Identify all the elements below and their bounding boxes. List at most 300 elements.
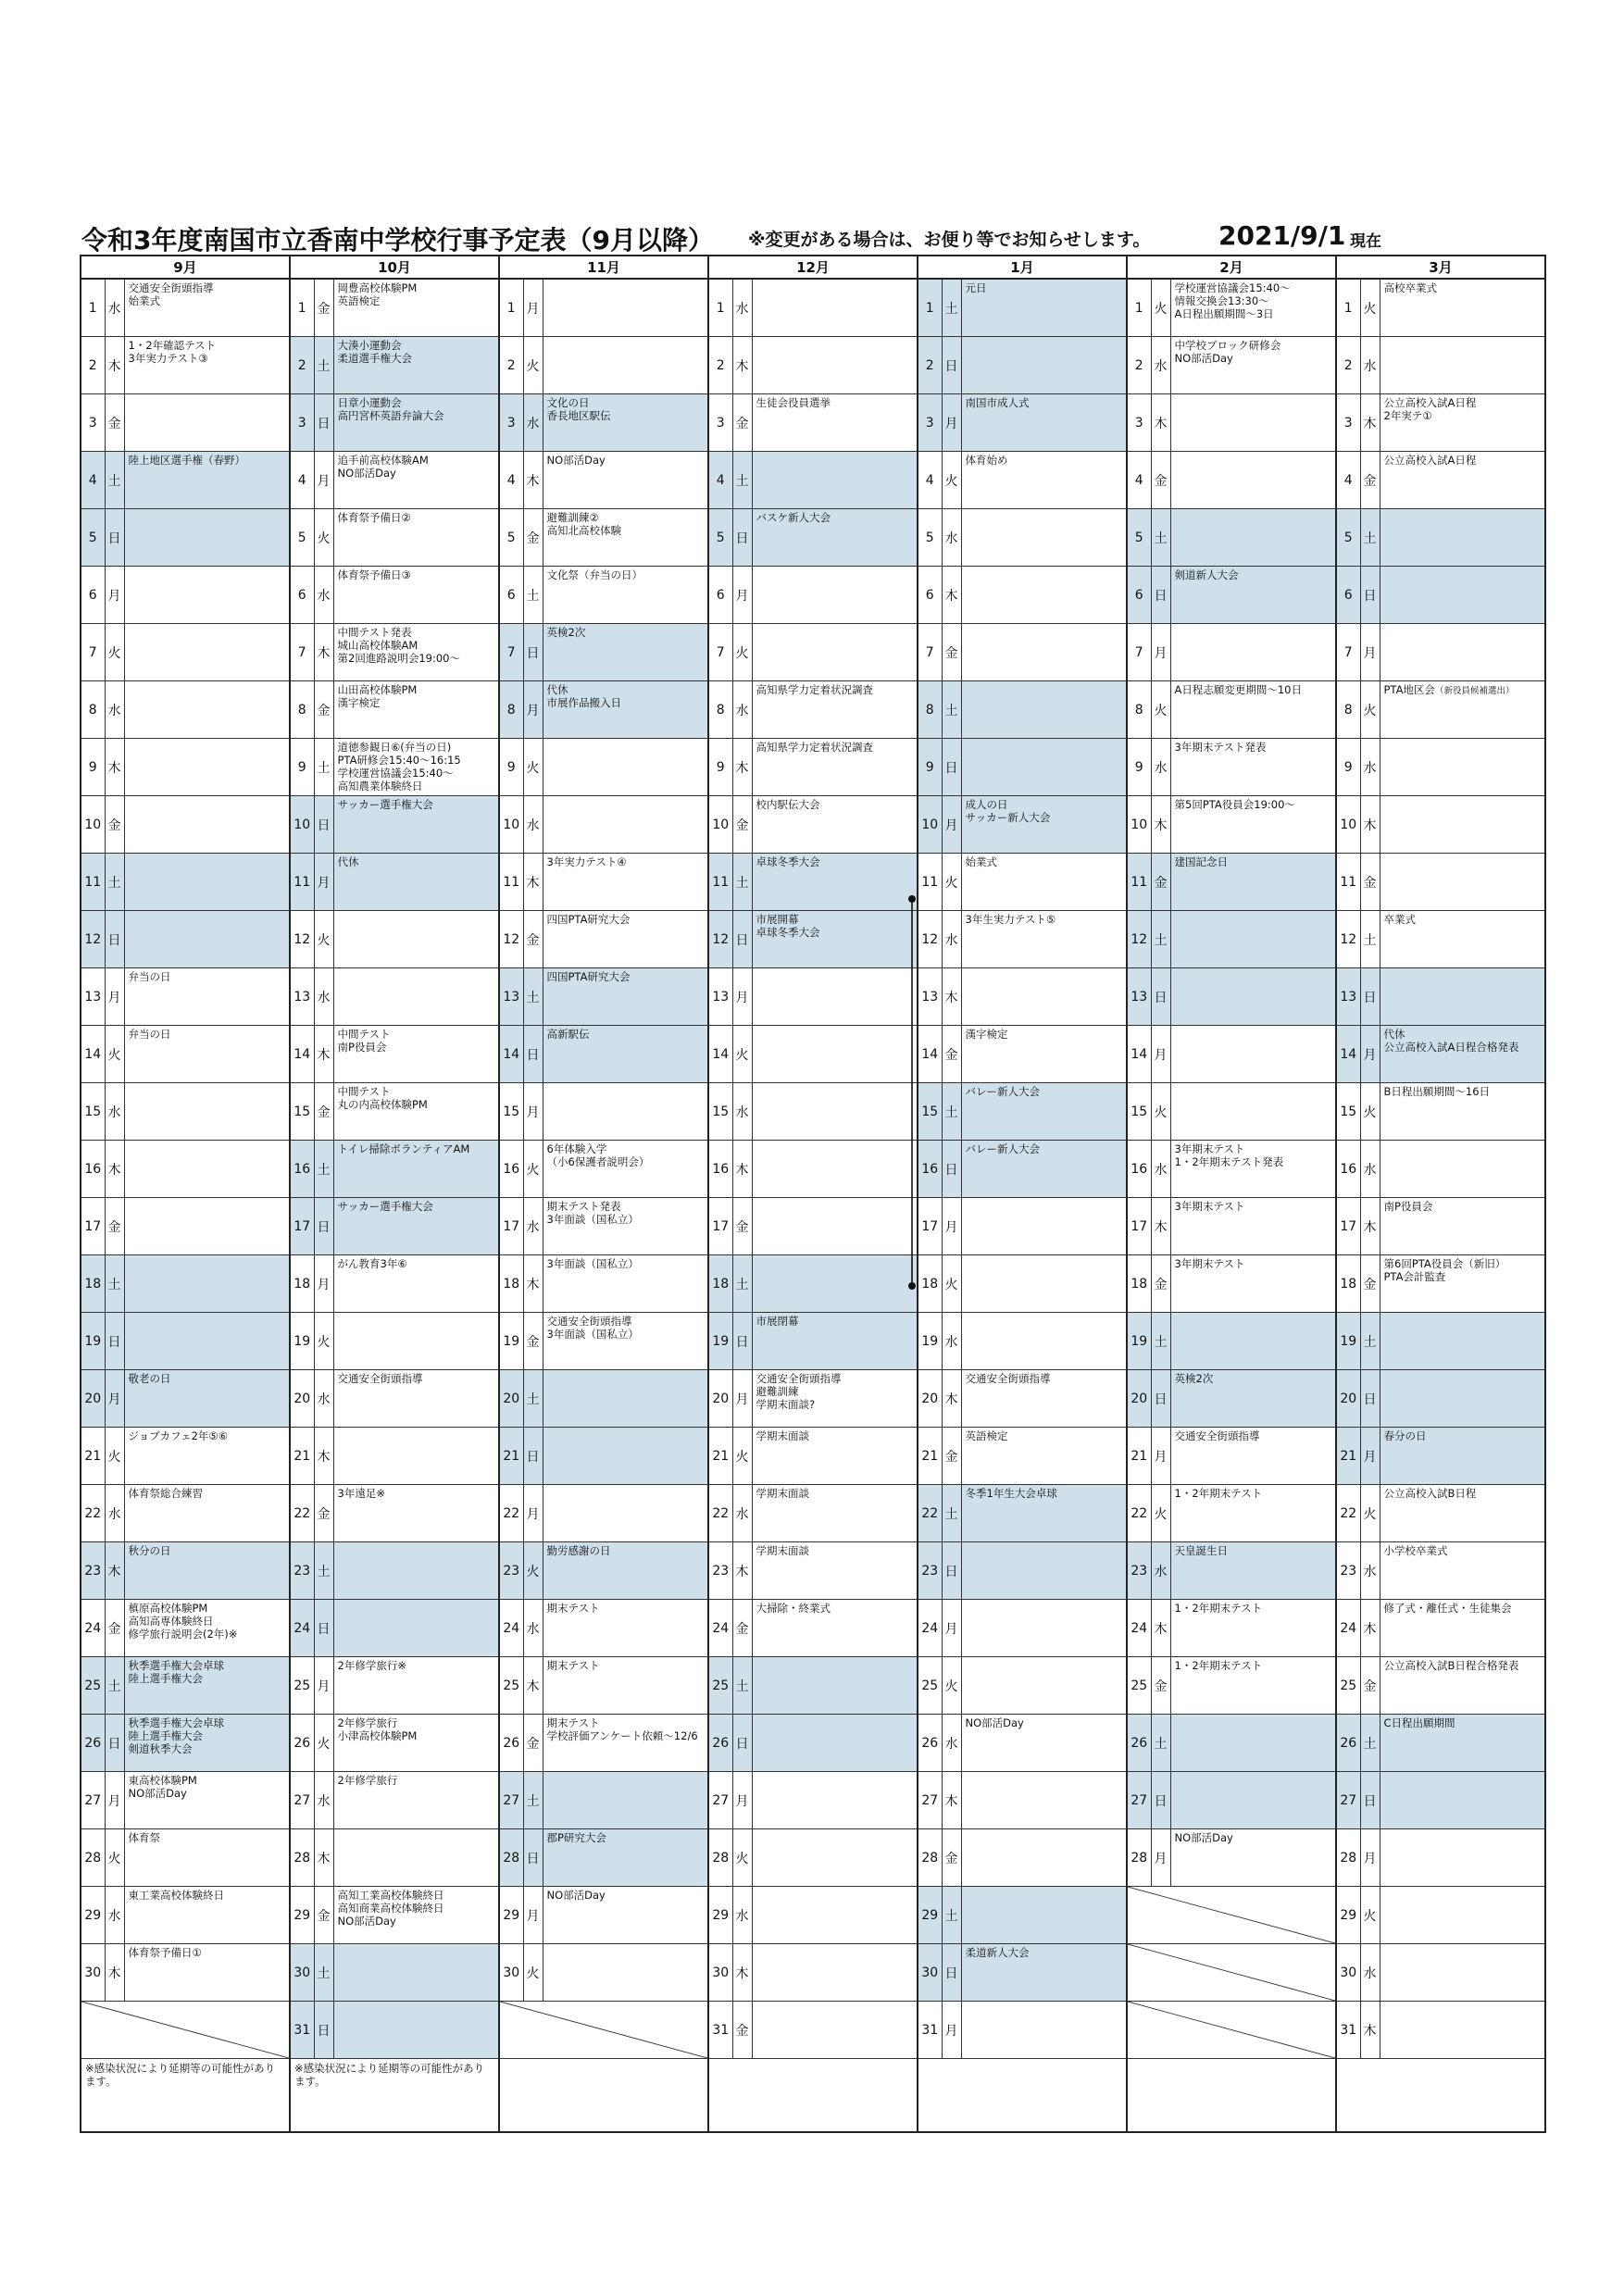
weekday: 水 [942,911,961,968]
event-text: 東工業高校体験終日 [128,1889,224,1902]
weekday: 木 [942,567,961,624]
event-text: PTA地区会 [1383,683,1435,696]
weekday: 金 [732,1600,752,1657]
weekday: 木 [1360,1600,1380,1657]
event-text: 生徒会役員選挙 [756,396,831,409]
event-text: 秋季選手権大会卓球 陸上選手権大会 剣道秋季大会 [128,1716,224,1756]
event-cell [752,1083,918,1141]
event-cell [124,1255,290,1313]
event-cell [543,739,708,796]
day-number: 19 [499,1313,523,1370]
weekday: 土 [314,1944,333,2002]
event-cell [752,1428,918,1485]
day-number: 12 [918,911,942,968]
event-text: 道徳参観日⑥(弁当の日) PTA研修会15:40～16:15 学校運営協議会15:40～ 高知農業体験終日 [337,741,461,793]
day-number: 5 [918,509,942,567]
event-text: 南P役員会 [1383,1200,1433,1213]
day-number: 20 [1127,1370,1151,1428]
event-cell [1170,1485,1336,1542]
day-number: 28 [708,1829,732,1887]
event-text: NO部活Day [1174,1831,1233,1844]
day-number: 21 [1336,1428,1360,1485]
event-cell [1380,452,1545,509]
weekday: 水 [523,1600,543,1657]
event-text: 交通安全街頭指導 [965,1372,1051,1385]
day-number: 5 [708,509,732,567]
day-number: 4 [1336,452,1360,509]
weekday: 月 [314,1657,333,1715]
weekday: 金 [732,394,752,452]
day-number: 8 [708,681,732,739]
weekday: 金 [1151,1255,1170,1313]
weekday: 月 [105,1772,124,1829]
event-text: 岡豊高校体験PM 英語検定 [337,281,418,308]
day-number: 7 [499,624,523,681]
weekday: 日 [1360,1772,1380,1829]
diagonal-slash-icon [81,2002,289,2058]
event-cell [1380,1485,1545,1542]
day-row [81,796,1545,854]
day-number: 1 [81,279,105,337]
event-text: 大掃除・終業式 [756,1602,831,1615]
event-text: 代休 市展作品搬入日 [546,683,621,710]
day-number: 30 [499,1944,523,2002]
weekday: 水 [314,968,333,1026]
weekday: 火 [1151,1083,1170,1141]
event-text: バレー新人大会 [965,1142,1040,1155]
event-cell [961,1600,1127,1657]
day-number: 25 [1127,1657,1151,1715]
day-number: 31 [918,2002,942,2059]
day-number: 6 [918,567,942,624]
day-row [81,394,1545,452]
weekday: 木 [523,452,543,509]
event-cell [1170,1542,1336,1600]
event-cell [124,452,290,509]
event-cell [1380,911,1545,968]
month-footnote [708,2059,918,2133]
weekday: 日 [314,1600,333,1657]
event-text: 3年生実力テスト⑤ [965,913,1056,926]
event-cell [1380,509,1545,567]
weekday: 月 [523,1083,543,1141]
weekday: 火 [523,1542,543,1600]
day-number: 24 [918,1600,942,1657]
weekday: 金 [523,509,543,567]
event-text: 体育祭予備日③ [337,568,411,581]
weekday: 月 [105,968,124,1026]
event-cell [1170,1370,1336,1428]
day-number: 17 [290,1198,314,1255]
event-cell [124,1026,290,1083]
day-number: 1 [1127,279,1151,337]
day-number: 19 [290,1313,314,1370]
event-cell [1380,624,1545,681]
event-text: 始業式 [965,855,997,868]
day-number: 7 [1336,624,1360,681]
event-text: 郡P研究大会 [546,1831,606,1844]
day-number: 17 [499,1198,523,1255]
event-text: 期末テスト発表 3年面談（国私立） [546,1200,639,1227]
day-number: 13 [708,968,732,1026]
event-text: 2年修学旅行 [337,1774,398,1787]
event-cell [961,1944,1127,2002]
weekday: 月 [314,452,333,509]
weekday: 月 [314,1255,333,1313]
weekday: 日 [1151,1370,1170,1428]
event-cell [543,1944,708,2002]
weekday: 火 [523,337,543,394]
day-number: 2 [81,337,105,394]
weekday: 金 [105,1198,124,1255]
event-cell [1170,279,1336,337]
event-cell [124,1083,290,1141]
day-number: 15 [81,1083,105,1141]
weekday: 日 [1151,1772,1170,1829]
day-number: 1 [499,279,523,337]
event-cell [961,1887,1127,1944]
weekday: 日 [314,2002,333,2059]
weekday: 水 [732,1083,752,1141]
event-cell [543,1887,708,1944]
event-cell [333,1141,499,1198]
event-cell [124,1485,290,1542]
weekday: 木 [523,854,543,911]
day-number: 9 [81,739,105,796]
day-number: 25 [81,1657,105,1715]
day-number: 22 [918,1485,942,1542]
event-cell [333,2002,499,2059]
weekday: 月 [732,968,752,1026]
weekday: 木 [105,1542,124,1600]
event-cell [543,1657,708,1715]
weekday: 日 [523,1026,543,1083]
day-number: 1 [1336,279,1360,337]
event-cell [752,624,918,681]
day-row [81,1370,1545,1428]
weekday: 日 [314,394,333,452]
weekday: 金 [942,624,961,681]
day-number: 11 [499,854,523,911]
weekday: 火 [942,1657,961,1715]
day-number: 17 [1336,1198,1360,1255]
event-text: 3年遠足※ [337,1487,385,1500]
as-of-label: 現在 [1350,232,1381,251]
nonexistent-day-cell [1127,2002,1336,2059]
event-text: NO部活Day [965,1716,1024,1729]
diagonal-slash-icon [1128,1887,1335,1943]
day-number: 4 [290,452,314,509]
day-number: 29 [918,1887,942,1944]
day-number: 23 [1336,1542,1360,1600]
event-cell [961,1428,1127,1485]
event-text: 第5回PTA役員会19:00～ [1174,798,1295,811]
day-number: 10 [708,796,732,854]
weekday: 金 [523,1313,543,1370]
event-cell [124,739,290,796]
weekday: 金 [523,911,543,968]
day-number: 16 [1127,1141,1151,1198]
weekday: 金 [523,1715,543,1772]
weekday: 火 [523,1141,543,1198]
event-cell [961,681,1127,739]
weekday: 水 [942,509,961,567]
event-cell [543,452,708,509]
month-header: 12月 [708,256,918,279]
weekday: 金 [732,796,752,854]
event-cell [1170,1600,1336,1657]
event-cell [333,1600,499,1657]
weekday: 木 [1360,1198,1380,1255]
event-cell [124,1829,290,1887]
day-number: 22 [290,1485,314,1542]
event-cell [124,1772,290,1829]
weekday: 日 [105,509,124,567]
event-text: 1・2年期末テスト [1174,1659,1263,1672]
event-text: 弁当の日 [128,1028,171,1041]
event-cell [752,1313,918,1370]
event-cell [333,279,499,337]
day-number: 8 [1127,681,1151,739]
weekday: 金 [1151,1657,1170,1715]
weekday: 木 [1151,394,1170,452]
day-number: 2 [290,337,314,394]
month-header: 3月 [1336,256,1545,279]
day-row [81,911,1545,968]
event-cell [752,1887,918,1944]
event-cell [543,968,708,1026]
event-cell [543,796,708,854]
day-number: 7 [290,624,314,681]
event-cell [752,337,918,394]
event-cell [961,509,1127,567]
day-number: 23 [290,1542,314,1600]
weekday: 土 [942,1485,961,1542]
event-text: 英語検定 [965,1429,1008,1442]
event-text: 四国PTA研究大会 [546,913,631,926]
weekday: 月 [732,1772,752,1829]
day-number: 12 [708,911,732,968]
event-cell [1170,968,1336,1026]
weekday: 日 [1151,968,1170,1026]
event-cell [1380,1944,1545,2002]
day-number: 2 [499,337,523,394]
weekday: 土 [105,854,124,911]
day-number: 17 [81,1198,105,1255]
event-cell [752,1772,918,1829]
event-cell [543,1829,708,1887]
day-number: 13 [1336,968,1360,1026]
event-text: サッカー選手権大会 [337,1200,433,1213]
day-number: 27 [81,1772,105,1829]
day-number: 19 [81,1313,105,1370]
event-cell [1380,968,1545,1026]
weekday: 土 [942,1083,961,1141]
weekday: 日 [732,509,752,567]
weekday: 水 [314,567,333,624]
day-number: 5 [81,509,105,567]
event-cell [961,1255,1127,1313]
weekday: 火 [1360,1887,1380,1944]
event-cell [961,1542,1127,1600]
weekday: 月 [942,1198,961,1255]
event-cell [1170,854,1336,911]
event-cell [124,1141,290,1198]
day-number: 10 [81,796,105,854]
day-number: 15 [290,1083,314,1141]
weekday: 月 [1151,1428,1170,1485]
event-text: NO部活Day [546,1889,606,1902]
weekday: 火 [1360,279,1380,337]
day-number: 27 [290,1772,314,1829]
event-text: サッカー選手権大会 [337,798,433,811]
weekday: 土 [942,681,961,739]
weekday: 火 [105,624,124,681]
weekday: 金 [942,1428,961,1485]
weekday: 土 [523,968,543,1026]
day-number: 20 [290,1370,314,1428]
event-cell [333,681,499,739]
event-cell [333,1026,499,1083]
weekday: 火 [732,1428,752,1485]
day-number: 29 [708,1887,732,1944]
weekday: 火 [942,1255,961,1313]
weekday: 月 [732,567,752,624]
day-row [81,452,1545,509]
event-cell [1380,1542,1545,1600]
event-text: ジョブカフェ2年⑤⑥ [128,1429,229,1442]
weekday: 月 [1151,1829,1170,1887]
weekday: 金 [1360,1657,1380,1715]
weekday: 土 [732,1657,752,1715]
event-text: 3年面談（国私立） [546,1257,639,1270]
event-cell [961,854,1127,911]
event-text: 2年修学旅行※ [337,1659,406,1672]
weekday: 木 [942,1370,961,1428]
event-text: 弁当の日 [128,970,171,983]
day-number: 5 [290,509,314,567]
event-text: 代休 [337,855,359,868]
day-number: 18 [708,1255,732,1313]
event-text: 剣道新人大会 [1174,568,1239,581]
weekday: 水 [1360,1141,1380,1198]
event-cell [124,796,290,854]
event-cell [752,739,918,796]
day-number: 19 [1127,1313,1151,1370]
event-cell [752,452,918,509]
month-header: 11月 [499,256,708,279]
event-cell [1380,337,1545,394]
weekday: 金 [732,1198,752,1255]
month-header: 1月 [918,256,1127,279]
event-text: 公立高校入試A日程 [1383,454,1477,467]
event-text: 体育祭総合練習 [128,1487,203,1500]
weekday: 水 [732,279,752,337]
weekday: 土 [732,452,752,509]
event-cell [1170,567,1336,624]
event-text: 中間テスト発表 城山高校体験AM 第2回進路説明会19:00～ [337,626,460,666]
event-cell [752,1141,918,1198]
weekday: 火 [1360,1083,1380,1141]
event-cell [961,968,1127,1026]
month-footnote: ※感染状況により延期等の可能性があります。 [81,2059,290,2133]
schedule-table [80,255,1546,2133]
weekday: 土 [314,337,333,394]
event-text: 学期末面談 [756,1429,809,1442]
event-cell [961,739,1127,796]
event-text: 秋分の日 [128,1544,171,1557]
event-cell [752,1657,918,1715]
event-cell [124,968,290,1026]
day-number: 18 [290,1255,314,1313]
day-number: 11 [1127,854,1151,911]
month-header: 9月 [81,256,290,279]
event-text: バレー新人大会 [965,1085,1040,1098]
day-row [81,854,1545,911]
event-cell [1380,1026,1545,1083]
event-cell [1380,1657,1545,1715]
event-cell [752,968,918,1026]
day-number: 26 [81,1715,105,1772]
day-number: 21 [499,1428,523,1485]
day-number: 27 [1127,1772,1151,1829]
day-number: 5 [499,509,523,567]
event-cell [1380,854,1545,911]
weekday: 水 [1360,337,1380,394]
weekday: 火 [1151,681,1170,739]
weekday: 水 [105,1485,124,1542]
day-number: 24 [290,1600,314,1657]
day-number: 28 [918,1829,942,1887]
event-text: 建国記念日 [1174,855,1228,868]
event-cell [543,1083,708,1141]
weekday: 火 [1360,681,1380,739]
day-number: 15 [1127,1083,1151,1141]
event-text: 交通安全街頭指導 3年面談（国私立） [546,1315,639,1341]
day-number: 10 [290,796,314,854]
event-text: 体育始め [965,454,1008,467]
event-cell [1170,1141,1336,1198]
day-number: 30 [1336,1944,1360,2002]
day-number: 31 [1336,2002,1360,2059]
day-row [81,1141,1545,1198]
event-text: 春分の日 [1383,1429,1427,1442]
weekday: 日 [942,1141,961,1198]
weekday: 金 [942,1026,961,1083]
event-text: 文化の日 香長地区駅伝 [546,396,611,423]
event-text: 期末テスト [546,1602,600,1615]
weekday: 木 [105,1141,124,1198]
event-text: 秋季選手権大会卓球 陸上選手権大会 [128,1659,224,1686]
day-number: 6 [499,567,523,624]
weekday: 火 [732,1026,752,1083]
day-row [81,681,1545,739]
day-number: 24 [81,1600,105,1657]
day-row [81,1083,1545,1141]
weekday: 木 [314,1026,333,1083]
event-cell [961,1198,1127,1255]
day-number: 15 [708,1083,732,1141]
event-cell [1170,624,1336,681]
event-cell [1380,279,1545,337]
month-header: 2月 [1127,256,1336,279]
event-cell [752,1198,918,1255]
day-number: 30 [708,1944,732,2002]
day-number: 13 [499,968,523,1026]
weekday: 水 [1151,337,1170,394]
weekday: 木 [1360,394,1380,452]
event-text: 高知県学力定着状況調査 [756,741,873,754]
